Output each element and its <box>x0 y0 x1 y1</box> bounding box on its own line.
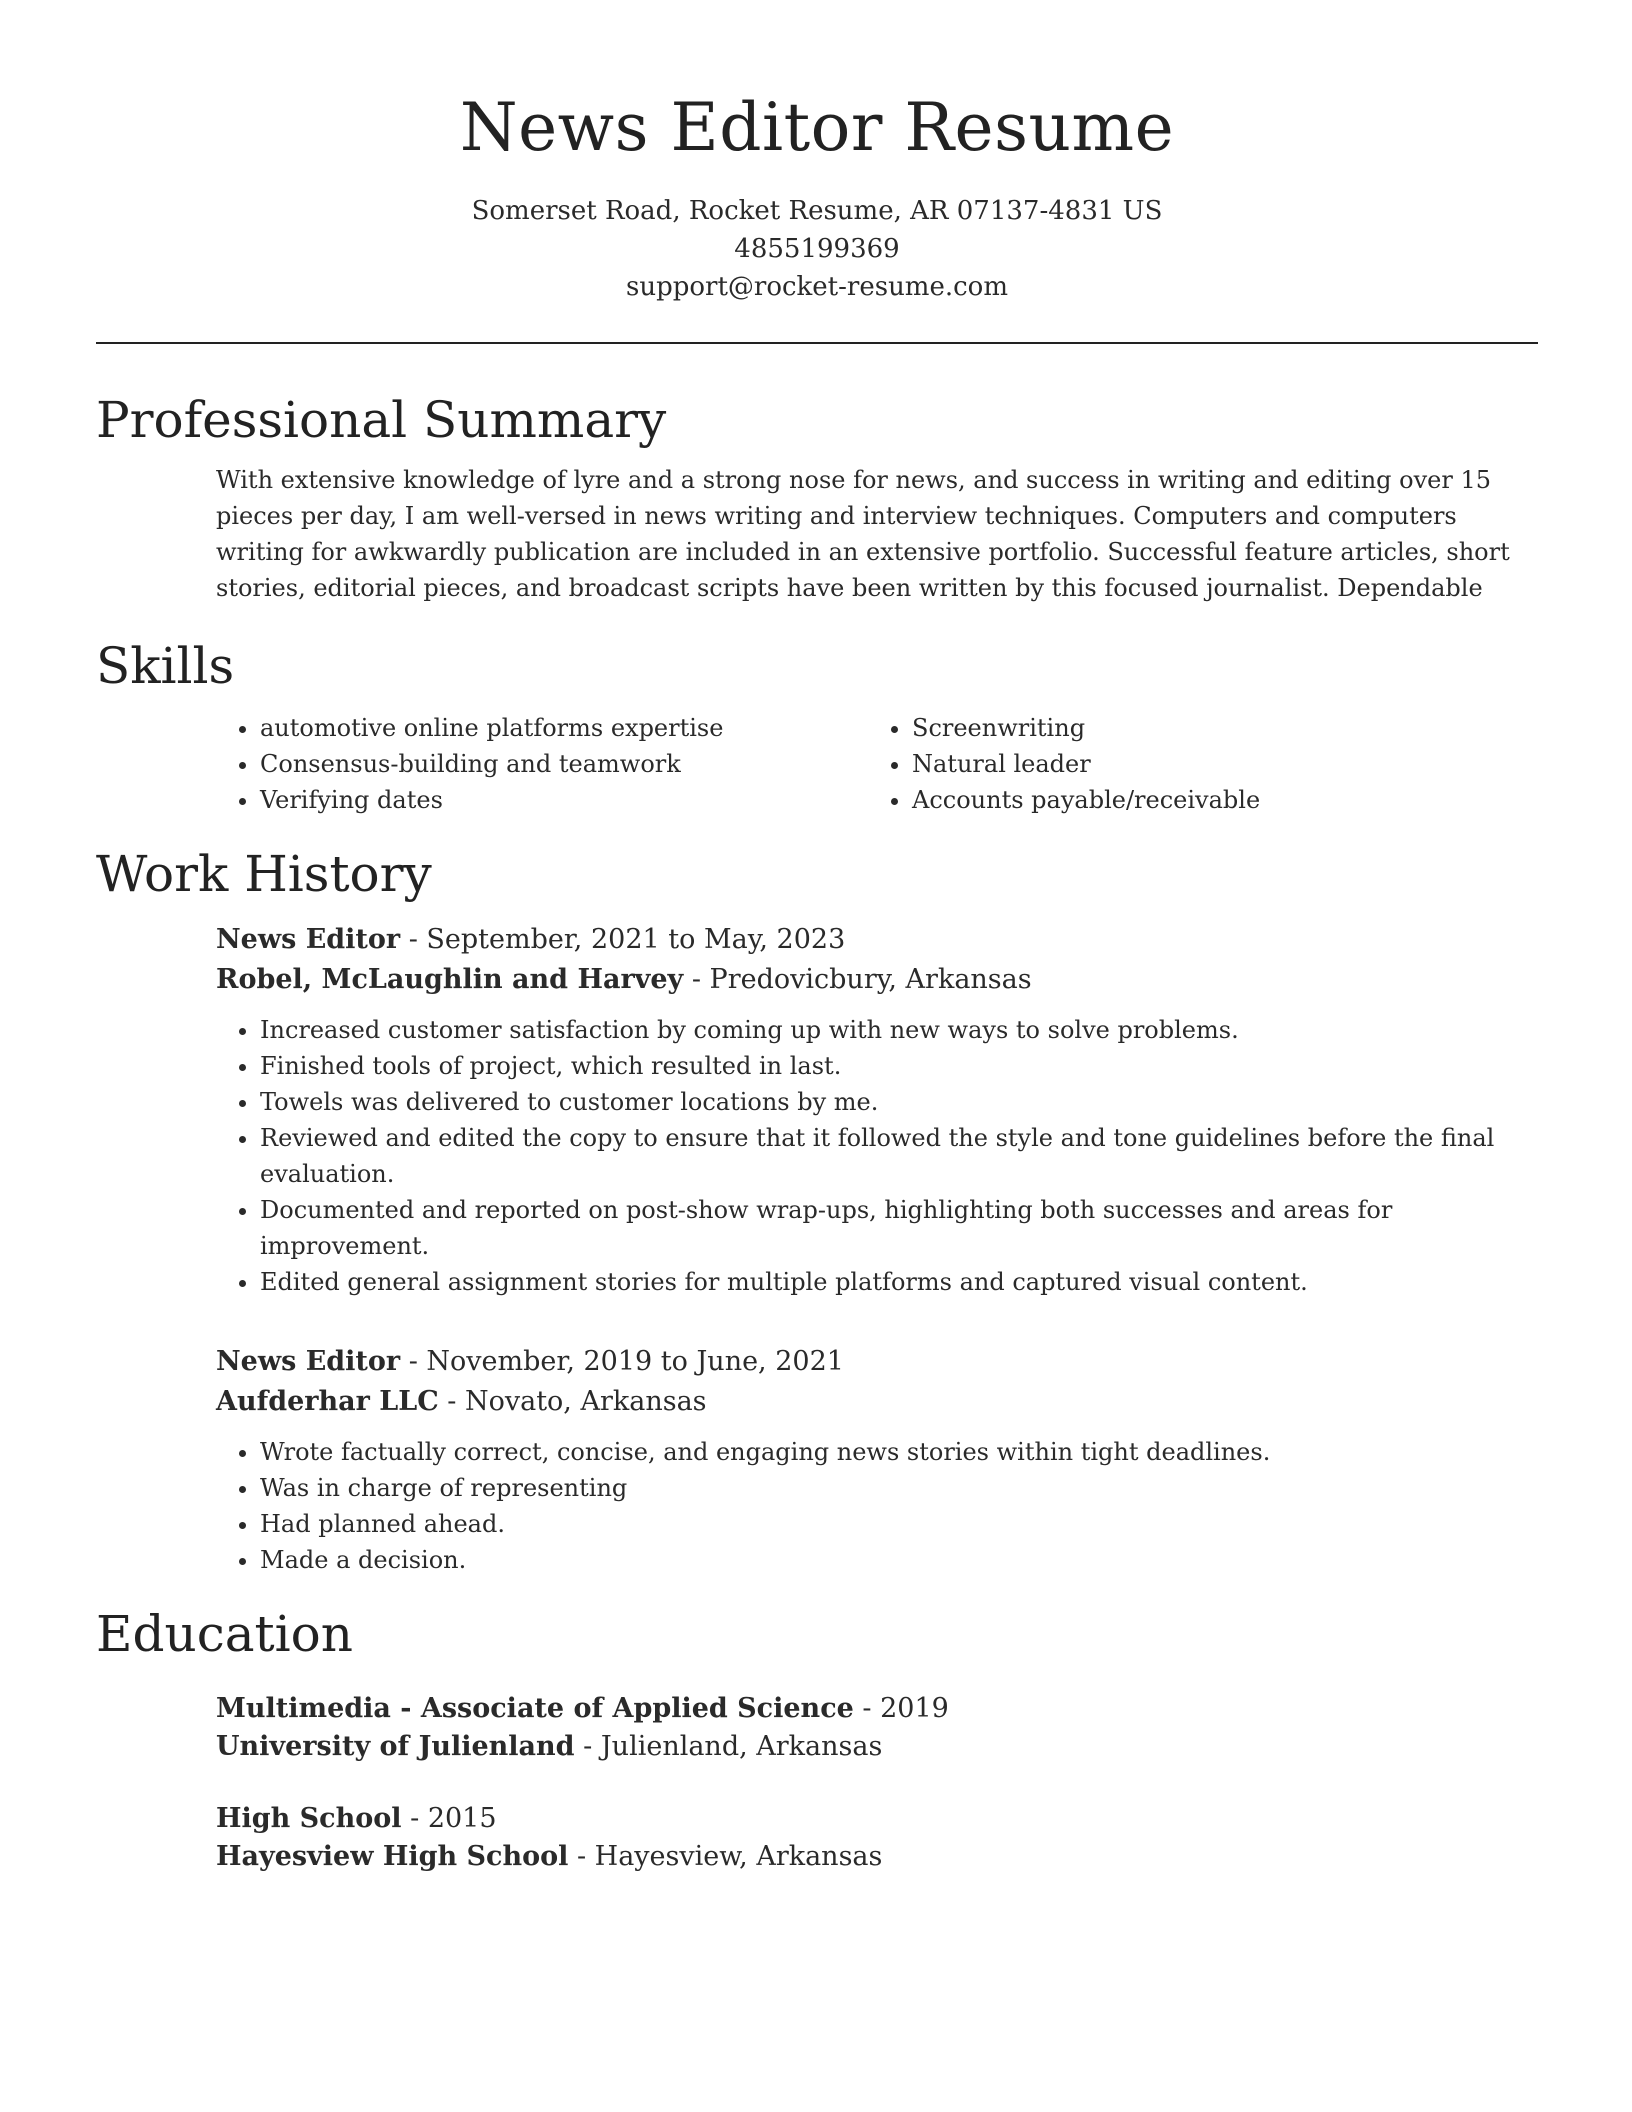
education-degree: High School <box>216 1803 402 1834</box>
summary-heading: Professional Summary <box>96 391 667 449</box>
skill-item: • Screenwriting <box>912 710 1520 746</box>
list-item: • Reviewed and edited the copy to ensure that it followed the style and tone guidelines before the final evaluation. <box>260 1120 1538 1192</box>
skill-item: • automotive online platforms expertise <box>260 710 868 746</box>
list-item: • Was in charge of representing <box>260 1470 1538 1506</box>
skill-item: • Natural leader <box>912 746 1520 782</box>
job-location: - Novato, Arkansas <box>438 1386 707 1417</box>
job-title-line <box>216 920 1538 960</box>
skill-item: • Accounts payable/receivable <box>912 782 1520 818</box>
job-entry <box>216 920 1538 1300</box>
job-location: - Predovicbury, Arkansas <box>683 964 1032 995</box>
list-item: • Wrote factually correct, concise, and engaging news stories within tight deadlines. <box>260 1434 1538 1470</box>
job-dates: - September, 2021 to May, 2023 <box>400 924 846 955</box>
contact-info <box>96 192 1538 306</box>
education-entry <box>216 1690 1538 1766</box>
contact-email: support@rocket-resume.com <box>625 272 1008 302</box>
job-dates: - November, 2019 to June, 2021 <box>400 1346 844 1377</box>
job-title: News Editor <box>216 924 401 955</box>
list-item: • Edited general assignment stories for multiple platforms and captured visual content. <box>260 1264 1538 1300</box>
education-school-line <box>216 1728 1538 1766</box>
summary-text: With extensive knowledge of lyre and a strong nose for news, and success in writing and editing over 15 pieces per day, I am well-versed in news writing and interview techniques. Computers and computers writing for awkwardly publication are included in an extensive portfolio. Successful feature articles, short stories, editorial pieces, and broadcast scripts have been written by this focused journalist. Dependable <box>216 466 1510 602</box>
list-item: • Made a decision. <box>260 1542 1538 1578</box>
job-title: News Editor <box>216 1346 401 1377</box>
work-history-heading: Work History <box>96 845 432 903</box>
list-item: • Finished tools of project, which resulted in last. <box>260 1048 1538 1084</box>
job-company-line <box>216 1382 1538 1422</box>
education-school: Hayesview High School <box>216 1841 569 1872</box>
education-degree-line <box>216 1800 1538 1838</box>
list-item: • Had planned ahead. <box>260 1506 1538 1542</box>
job-company-line <box>216 960 1538 1000</box>
skills-column-right <box>868 710 1520 818</box>
job-company: Aufderhar LLC <box>216 1386 439 1417</box>
education-location: - Hayesview, Arkansas <box>568 1841 883 1872</box>
education-year: - 2015 <box>401 1803 497 1834</box>
resume-title: News Editor Resume <box>459 89 1175 166</box>
list-item: • Documented and reported on post-show wrap-ups, highlighting both successes and areas for improvement. <box>260 1192 1538 1264</box>
skill-item: • Consensus-building and teamwork <box>260 746 868 782</box>
education-degree: Multimedia - Associate of Applied Science <box>216 1693 854 1724</box>
education-school-line <box>216 1838 1538 1876</box>
skills-column-left <box>216 710 868 818</box>
job-entry <box>216 1342 1538 1578</box>
skills-heading: Skills <box>96 637 235 695</box>
job-duties-list <box>216 1434 1538 1578</box>
education-degree-line <box>216 1690 1538 1728</box>
job-company: Robel, McLaughlin and Harvey <box>216 964 684 995</box>
skill-item: • Verifying dates <box>260 782 868 818</box>
contact-phone: 4855199369 <box>734 234 900 264</box>
job-duties-list <box>216 1012 1538 1300</box>
education-heading: Education <box>96 1605 353 1663</box>
header-divider <box>96 342 1538 344</box>
list-item: • Towels was delivered to customer locations by me. <box>260 1084 1538 1120</box>
education-entry <box>216 1800 1538 1876</box>
list-item: • Increased customer satisfaction by coming up with new ways to solve problems. <box>260 1012 1538 1048</box>
education-year: - 2019 <box>853 1693 949 1724</box>
contact-address: Somerset Road, Rocket Resume, AR 07137-4831 US <box>471 196 1163 226</box>
job-title-line <box>216 1342 1538 1382</box>
skills-list <box>216 710 1538 818</box>
education-school: University of Julienland <box>216 1731 575 1762</box>
resume-page <box>96 0 1538 1876</box>
education-location: - Julienland, Arkansas <box>574 1731 883 1762</box>
